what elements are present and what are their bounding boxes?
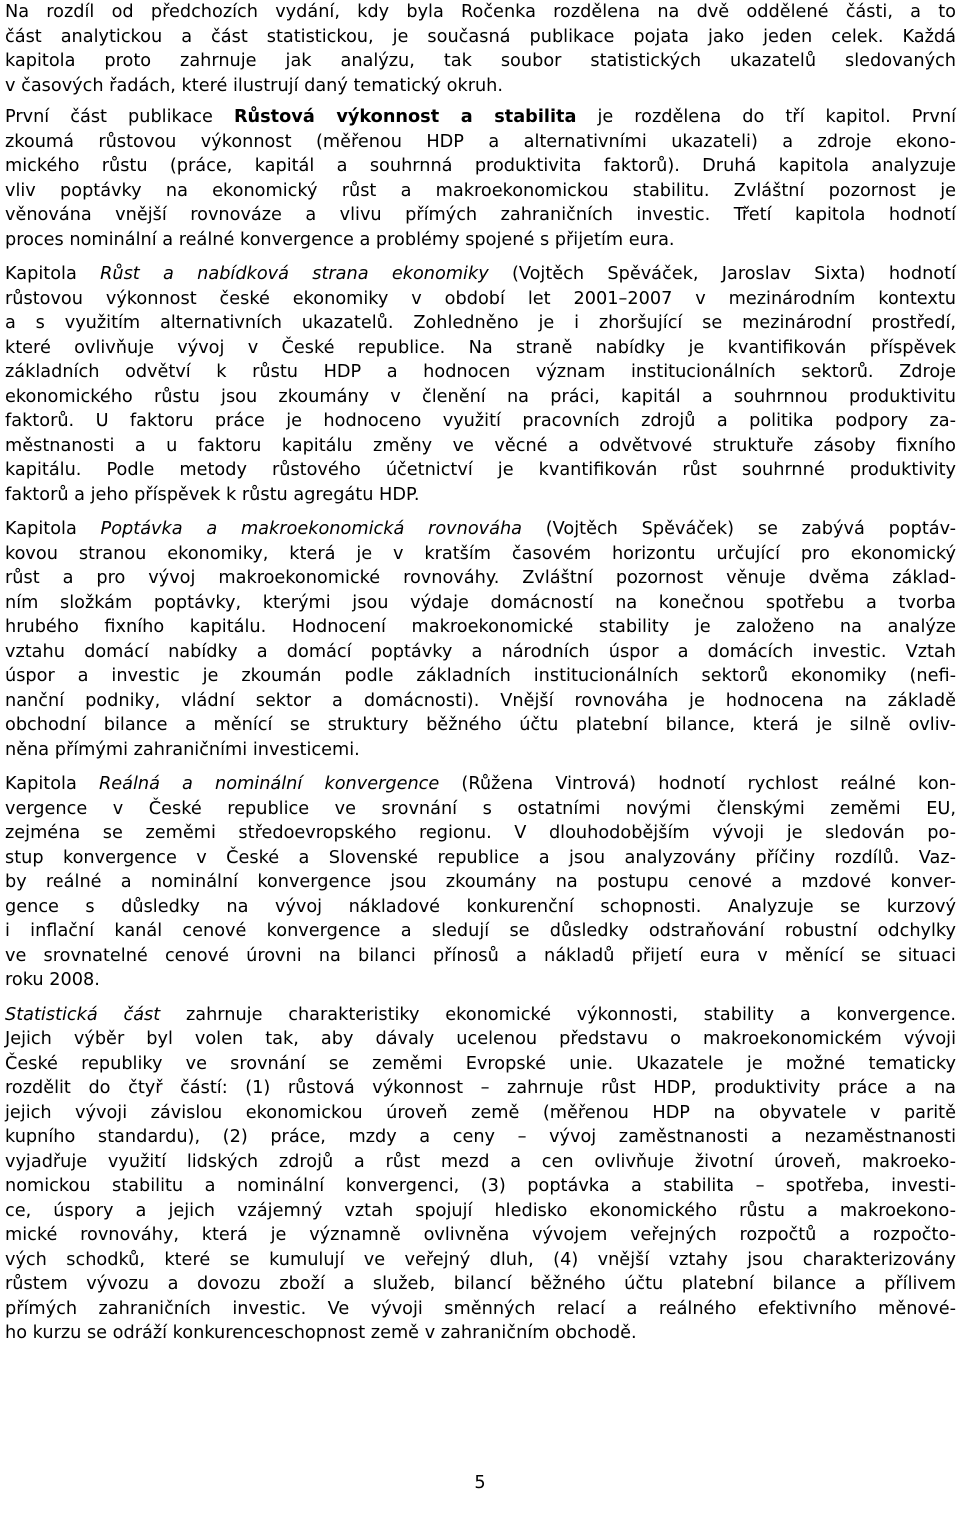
- text-line: [5, 1272, 956, 1297]
- text-segment: Jejich výběr byl volen tak, aby dávaly ucelenou představu o makroekonomickém vývoji: [5, 1029, 956, 1049]
- text-line: [5, 664, 956, 689]
- text-segment: faktorů a jeho příspěvek k růstu agregátu HDP.: [5, 484, 420, 505]
- text-line: [5, 1027, 956, 1052]
- text-segment: věnována vnější rovnováze a vlivu přímých zahraničních investic. Třetí kapitola hodnotí: [5, 205, 956, 225]
- page-number: 5: [474, 1473, 486, 1493]
- text-segment: obchodní bilance a měnící se struktury běžného účtu platební bilance, která je silně ovliv-: [5, 715, 956, 735]
- paragraph: [5, 0, 956, 98]
- text-line: [5, 262, 956, 287]
- text-segment: přímých zahraničních investic. Ve vývoji směnných relací a reálného efektivního měnové-: [5, 1298, 956, 1319]
- text-segment: vých schodků, které se kumulují ve veřejný dluh, (4) vnější vztahy jsou charakterizovány: [5, 1249, 956, 1270]
- text-line: [5, 1076, 956, 1101]
- text-segment: rozdělit do čtyř částí: (1) růstová výkonnost – zahrnuje růst HDP, produktivity práce a na: [5, 1078, 956, 1098]
- text-line: [5, 434, 956, 459]
- text-segment: úspor a investic je zkoumán podle základních institucionálních sektorů ekonomiky (nefi-: [5, 666, 956, 686]
- text-segment: růstem vývozu a dovozu zboží a služeb, bilancí běžného účtu platební bilance a přílivem: [5, 1274, 956, 1294]
- text-segment: vztahu domácí nabídky a domácí poptávky a národních úspor a domácích investic. Vztah: [5, 641, 956, 662]
- text-line: [5, 287, 956, 312]
- text-segment: Kapitola: [5, 519, 101, 539]
- text-segment: proces nominální a reálné konvergence a problémy spojené s přijetím eura.: [5, 229, 675, 250]
- text-segment: městnanosti a u faktoru kapitálu změny ve věcné a odvětvové struktuře zásoby fixního: [5, 435, 956, 456]
- text-segment: vliv poptávky na ekonomický růst a makroekonomickou stabilitu. Zvláštní pozornost je: [5, 180, 956, 201]
- text-line: [5, 689, 956, 714]
- text-line: [5, 1101, 956, 1126]
- text-line: [5, 895, 956, 920]
- text-segment: gence s důsledky na vývoj nákladové konkurenční schopnosti. Analyzuje se kurzový: [5, 896, 956, 917]
- text-line: [5, 1125, 956, 1150]
- text-line: [5, 483, 956, 508]
- text-segment: a s využitím alternativních ukazatelů. Zohledněno je i zhoršující se mezinárodní prostředí,: [5, 313, 956, 333]
- document-page: [5, 0, 956, 1346]
- text-line: [5, 738, 956, 763]
- text-segment: i inflační kanál cenové konvergence a sledují se důsledky odstraňování robustní odchylky: [5, 921, 956, 941]
- text-line: [5, 336, 956, 361]
- text-segment: vyjadřuje využití lidských zdrojů a růst mezd a cen ovlivňuje životní úroveň, makroeko-: [5, 1151, 956, 1172]
- text-line: [5, 944, 956, 969]
- text-segment: je rozdělena do tří kapitol. První: [576, 107, 956, 127]
- text-segment: ho kurzu se odráží konkurenceschopnost země v zahraničním obchodě.: [5, 1323, 637, 1343]
- text-segment: Kapitola: [5, 774, 99, 794]
- text-line: [5, 74, 956, 99]
- text-line: [5, 919, 956, 944]
- text-line: [5, 566, 956, 591]
- text-line: [5, 1174, 956, 1199]
- text-line: [5, 1052, 956, 1077]
- text-line: [5, 385, 956, 410]
- text-line: [5, 25, 956, 50]
- text-segment: základních odvětví k růstu HDP a hodnocen význam institucionálních sektorů. Zdroje: [5, 362, 956, 382]
- paragraph: [5, 262, 956, 507]
- text-segment: Kapitola: [5, 264, 101, 284]
- text-segment: (Růžena Vintrová) hodnotí rychlost reálné kon-: [439, 774, 957, 794]
- text-line: [5, 179, 956, 204]
- text-line: [5, 772, 956, 797]
- italic-text: Reálná a nominální konvergence: [98, 774, 440, 794]
- text-segment: hrubého fixního kapitálu. Hodnocení makroekonomické stability je založeno na analýze: [5, 617, 956, 637]
- text-line: [5, 49, 956, 74]
- text-line: [5, 0, 956, 25]
- text-line: [5, 1199, 956, 1224]
- text-line: [5, 1150, 956, 1175]
- text-segment: kovou stranou ekonomiky, která je v kratším časovém horizontu určující pro ekonomický: [5, 543, 956, 564]
- text-line: [5, 1003, 956, 1028]
- text-segment: zejména se zeměmi středoevropského regionu. V dlouhodobějším vývoji je sledován po-: [5, 823, 956, 843]
- text-line: [5, 105, 956, 130]
- text-segment: Na rozdíl od předchozích vydání, kdy byla Ročenka rozdělena na dvě oddělené části, a to: [5, 2, 956, 22]
- text-segment: ce, úspory a jejich vzájemný vztah spojují hledisko ekonomického růstu a makroekono-: [5, 1200, 956, 1221]
- bold-text: Růstová výkonnost a stabilita: [233, 107, 577, 127]
- text-segment: něna přímými zahraničními investicemi.: [5, 739, 360, 760]
- text-line: [5, 1297, 956, 1322]
- text-segment: jejich vývoji závislou ekonomickou úroveň země (měřenou HDP na obyvatele v paritě: [5, 1102, 956, 1123]
- text-segment: ve srovnatelné cenové úrovni na bilanci přínosů a nákladů přijetí eura v měnící se situaci: [5, 945, 956, 966]
- text-segment: (Vojtěch Spěváček) se zabývá poptáv-: [522, 519, 957, 539]
- paragraph: [5, 772, 956, 993]
- text-line: [5, 1223, 956, 1248]
- text-segment: ekonomického růstu jsou zkoumány v členění na práci, kapitál a souhrnnou produktivitu: [5, 386, 956, 407]
- text-line: [5, 409, 956, 434]
- text-line: [5, 640, 956, 665]
- text-line: [5, 517, 956, 542]
- text-segment: v časových řadách, které ilustrují daný tematický okruh.: [5, 75, 504, 96]
- text-segment: které ovlivňuje vývoj v České republice. Na straně nabídky je kvantifikován příspěvek: [5, 337, 956, 358]
- text-segment: zkoumá růstovou výkonnost (měřenou HDP a alternativními ukazateli) a zdroje ekono-: [5, 131, 956, 152]
- text-line: [5, 797, 956, 822]
- text-line: [5, 1248, 956, 1273]
- text-line: [5, 968, 956, 993]
- text-line: [5, 1321, 956, 1346]
- text-segment: mické rovnováhy, která je významně ovlivněna vývojem veřejných rozpočtů a rozpočto-: [5, 1225, 956, 1245]
- text-segment: kapitálu. Podle metody růstového účetnictví je kvantifikován růst souhrnné produktivity: [5, 460, 956, 480]
- italic-text: Poptávka a makroekonomická rovnováha: [100, 519, 523, 539]
- italic-text: Růst a nabídková strana ekonomiky: [100, 264, 489, 284]
- text-line: [5, 615, 956, 640]
- text-segment: nomickou stabilitu a nominální konvergenci, (3) poptávka a stabilita – spotřeba, investi-: [5, 1176, 956, 1196]
- text-segment: vergence v České republice ve srovnání s ostatními novými členskými zeměmi EU,: [5, 798, 956, 819]
- text-segment: stup konvergence v České a Slovenské republice a jsou analyzovány příčiny rozdílů. Vaz-: [5, 847, 956, 868]
- text-segment: faktorů. U faktoru práce je hodnoceno využití pracovních zdrojů a politika podpory za-: [5, 411, 956, 431]
- text-segment: část analytickou a část statistickou, je současná publikace pojata jako jeden celek. Každá: [5, 26, 956, 47]
- text-segment: růst a pro vývoj makroekonomické rovnováhy. Zvláštní pozornost věnuje dvěma základ-: [5, 568, 956, 588]
- text-line: [5, 130, 956, 155]
- text-segment: kapitola proto zahrnuje jak analýzu, tak soubor statistických ukazatelů sledovaných: [5, 51, 956, 71]
- text-line: [5, 870, 956, 895]
- text-line: [5, 311, 956, 336]
- text-segment: (Vojtěch Spěváček, Jaroslav Sixta) hodnotí: [488, 264, 956, 284]
- text-line: [5, 154, 956, 179]
- text-line: [5, 360, 956, 385]
- text-segment: České republiky ve srovnání se zeměmi Evropské unie. Ukazatele je možné tematicky: [5, 1053, 956, 1074]
- text-segment: ním složkám poptávky, kterými jsou výdaje domácností na konečnou spotřebu a tvorba: [5, 592, 956, 613]
- text-line: [5, 458, 956, 483]
- text-segment: růstovou výkonnost české ekonomiky v období let 2001–2007 v mezinárodním kontextu: [5, 288, 956, 309]
- paragraph: [5, 517, 956, 762]
- text-line: [5, 591, 956, 616]
- text-segment: by reálné a nominální konvergence jsou zkoumány na postupu cenové a mzdové konver-: [5, 872, 956, 892]
- paragraph: [5, 105, 956, 252]
- text-line: [5, 713, 956, 738]
- text-segment: nanční podniky, vládní sektor a domácnosti). Vnější rovnováha je hodnocena na základě: [5, 690, 956, 711]
- italic-text: Statistická část: [5, 1004, 161, 1025]
- document-body: [5, 0, 956, 1346]
- text-segment: roku 2008.: [5, 970, 100, 990]
- text-segment: mického růstu (práce, kapitál a souhrnná produktivita faktorů). Druhá kapitola analyzuje: [5, 156, 956, 176]
- paragraph: [5, 1003, 956, 1346]
- text-segment: kupního standardu), (2) práce, mzdy a ceny – vývoj zaměstnanosti a nezaměstnanosti: [5, 1127, 956, 1147]
- text-line: [5, 821, 956, 846]
- text-line: [5, 542, 956, 567]
- text-segment: zahrnuje charakteristiky ekonomické výkonnosti, stability a konvergence.: [160, 1004, 956, 1025]
- text-line: [5, 203, 956, 228]
- text-segment: První část publikace: [5, 107, 234, 127]
- text-line: [5, 846, 956, 871]
- text-line: [5, 228, 956, 253]
